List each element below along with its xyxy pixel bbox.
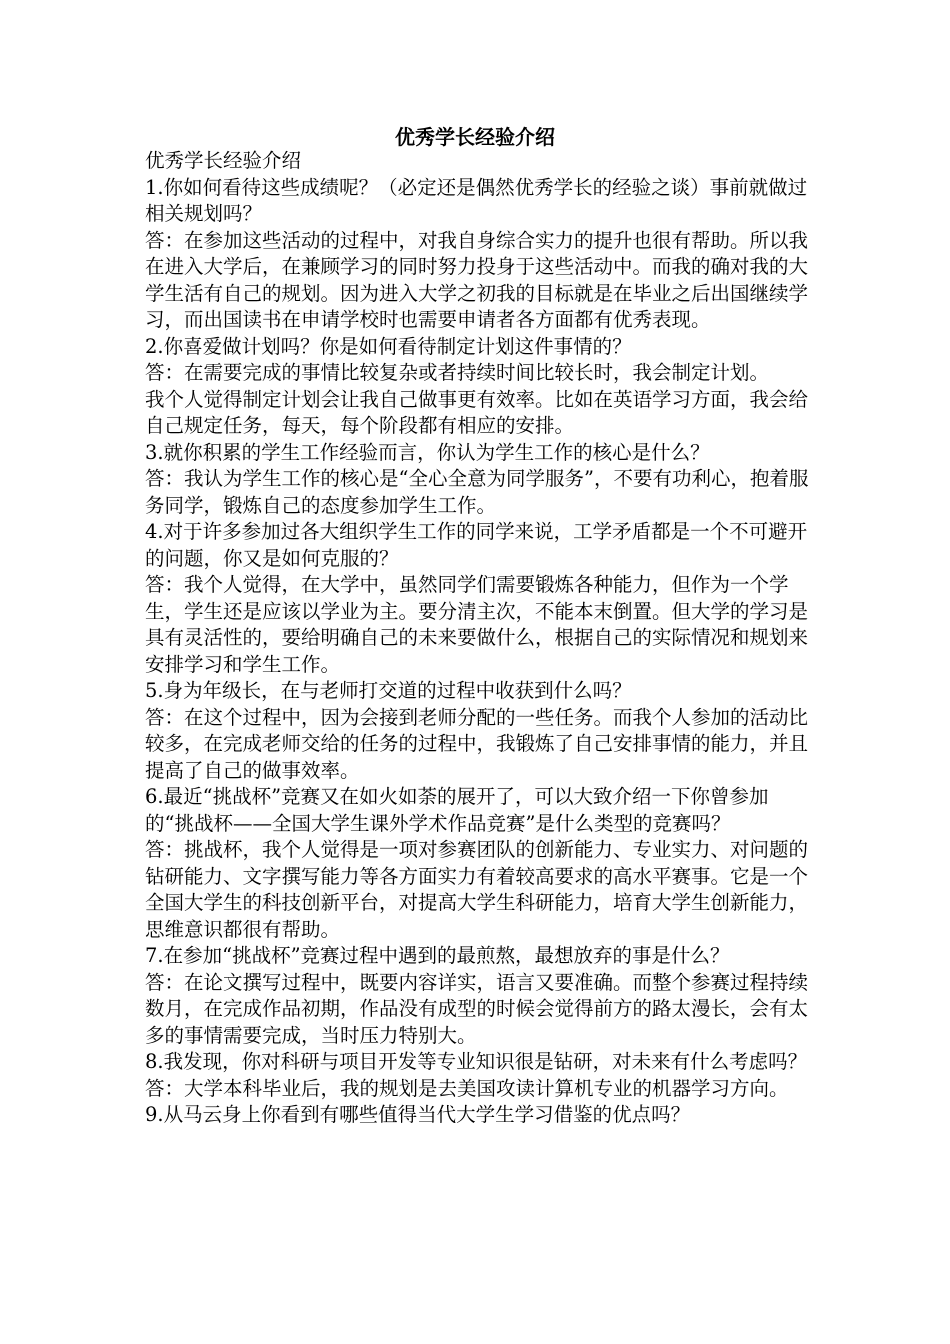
answer-4: 答：我个人觉得，在大学中，虽然同学们需要锻炼各种能力，但作为一个学生，学生还是应该以学业为主。要分清主次，不能本末倒置。但大学的学习是具有灵活性的，要给明确自己的未来要做什么，根据自己的实际情况和规划来安排学习和学生工作。 bbox=[145, 573, 809, 676]
question-3: 3.就你积累的学生工作经验而言，你认为学生工作的核心是什么？ bbox=[145, 440, 710, 464]
answer-2: 答：在需要完成的事情比较复杂或者持续时间比较长时，我会制定计划。 bbox=[145, 361, 770, 384]
subtitle-line: 优秀学长经验介绍 bbox=[145, 149, 302, 172]
answer-7: 答：在论文撰写过程中，既要内容详实，语言又要准确。而整个参赛过程持续数月，在完成作品初期，作品没有成型的时候会觉得前方的路太漫长，会有太多的事情需要完成，当时压力特别大。 bbox=[145, 970, 809, 1047]
document-title: 优秀学长经验介绍 bbox=[395, 125, 555, 149]
question-9: 9.从马云身上你看到有哪些值得当代大学生学习借鉴的优点吗？ bbox=[145, 1103, 691, 1126]
answer-1: 答：在参加这些活动的过程中，对我自身综合实力的提升也很有帮助。所以我在进入大学后，在兼顾学习的同时努力投身于这些活动中。而我的确对我的大学生活有自己的规划。因为进入大学之初我的目标就是在毕业之后出国继续学习，而出国读书在申请学校时也需要申请者各方面都有优秀表现。 bbox=[145, 228, 809, 331]
question-1: 1.你如何看待这些成绩呢？（必定还是偶然优秀学长的经验之谈）事前就做过相关规划吗？ bbox=[145, 175, 808, 225]
document-body bbox=[145, 148, 813, 1129]
answer-2-continued: 我个人觉得制定计划会让我自己做事更有效率。比如在英语学习方面，我会给自己规定任务，每天，每个阶段都有相应的安排。 bbox=[145, 387, 809, 437]
question-8: 8.我发现，你对科研与项目开发等专业知识很是钻研，对未来有什么考虑吗？ bbox=[145, 1050, 808, 1073]
question-2: 2.你喜爱做计划吗？你是如何看待制定计划这件事情的？ bbox=[145, 334, 632, 358]
answer-6: 答：挑战杯，我个人觉得是一项对参赛团队的创新能力、专业实力、对问题的钻研能力、文字撰写能力等各方面实力有着较高要求的高水平赛事。它是一个全国大学生的科技创新平台，对提高大学生科研能力，培育大学生创新能力，思维意识都很有帮助。 bbox=[145, 838, 809, 941]
question-7: 7.在参加“挑战杯”竞赛过程中遇到的最煎熬，最想放弃的事是什么？ bbox=[145, 944, 730, 967]
question-5: 5.身为年级长，在与老师打交道的过程中收获到什么吗？ bbox=[145, 679, 632, 702]
answer-8: 答：大学本科毕业后，我的规划是去美国攻读计算机专业的机器学习方向。 bbox=[145, 1076, 789, 1100]
question-6: 6.最近“挑战杯”竞赛又在如火如荼的展开了，可以大致介绍一下你曾参加的“挑战杯——全国大学生课外学术作品竞赛”是什么类型的竞赛吗？ bbox=[145, 785, 769, 835]
answer-3: 答：我认为学生工作的核心是“全心全意为同学服务”，不要有功利心，抱着服务同学，锻炼自己的态度参加学生工作。 bbox=[145, 467, 809, 517]
question-4: 4.对于许多参加过各大组织学生工作的同学来说，工学矛盾都是一个不可避开的问题，你又是如何克服的？ bbox=[145, 520, 808, 570]
answer-5: 答：在这个过程中，因为会接到老师分配的一些任务。而我个人参加的活动比较多，在完成老师交给的任务的过程中，我锻炼了自己安排事情的能力，并且提高了自己的做事效率。 bbox=[145, 705, 809, 782]
